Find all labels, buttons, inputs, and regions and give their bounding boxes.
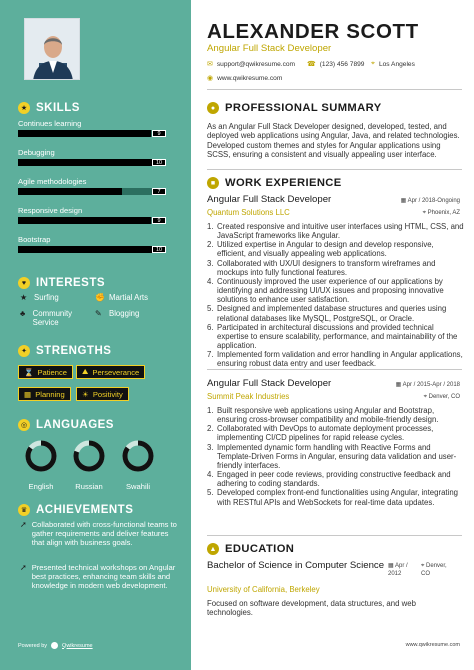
candidate-name: ALEXANDER SCOTT <box>207 20 419 43</box>
sidebar <box>0 0 191 670</box>
divider <box>207 89 462 90</box>
blog-icon: ✎ <box>95 309 102 318</box>
strength-tag: ⛰ Perseverance <box>76 365 145 379</box>
skill-bar-fill <box>18 159 166 166</box>
footer-website[interactable]: www.qwikresume.com <box>405 642 460 648</box>
language-item: English <box>24 439 58 491</box>
list-item: 6. Participated in architectural discussions and provided technical expertise to ensure scalability, performance, and maintainability of the application. <box>207 322 458 351</box>
contact-email[interactable]: ✉ support@qwikresume.com <box>207 60 296 68</box>
list-item: 3. Collaborated with UX/UI designers to transform wireframes and mockups into fully functional features. <box>207 258 436 277</box>
degree-title: Bachelor of Science in Computer Science <box>207 560 385 571</box>
list-item: 7. Implemented form validation and error handling in Angular applications, ensuring robust data entry and user feedback. <box>207 350 463 369</box>
profile-photo <box>24 18 80 80</box>
company-name: Quantum Solutions LLC <box>207 208 290 217</box>
job-title: Angular Full Stack Developer <box>207 378 332 389</box>
main-content <box>191 0 474 670</box>
strengths-heading: ✦ STRENGTHS <box>18 345 111 357</box>
skill-item: Agile methodologies 7 <box>18 177 166 195</box>
list-item: 5. Designed and implemented database structures and queries using relational databases like MySQL, PostgreSQL, or Oracle. <box>207 304 447 323</box>
skill-item: Debugging 10 <box>18 148 166 166</box>
avatar <box>25 19 80 80</box>
divider <box>207 535 462 536</box>
job-location: ⌖ Phoenix, AZ <box>422 210 460 216</box>
languages-heading: ◎ LANGUAGES <box>18 419 114 431</box>
job-bullets <box>207 406 464 507</box>
strength-tag: ☀ Positivity <box>76 387 129 401</box>
community-icon: ♣ <box>20 309 26 318</box>
summary-text: As an Angular Full Stack Developer designed, developed, tested, and deployed web applications using Angular, Java, and related technologies. Developed custom themes and styles for Angular applications using SCSS, ensuring a consistent and visually appealing user interface. <box>207 122 460 159</box>
strength-tag: ⌛ Patience <box>18 365 73 379</box>
job-bullets <box>207 222 464 369</box>
calendar-icon: ▦ <box>400 198 408 204</box>
skill-bar: 10 <box>18 159 166 166</box>
pin-icon: ⌖ <box>421 563 427 569</box>
sun-icon: ☀ <box>82 389 89 399</box>
school-name: University of California, Berkeley <box>207 585 320 594</box>
list-item: 4. Continuously improved the user experience of our applications by identifying and addressing UI/UX issues and proposing innovative solutions to enhance user satisfaction. <box>207 276 444 305</box>
candidate-role: Angular Full Stack Developer <box>207 43 332 54</box>
job-title: Angular Full Stack Developer <box>207 194 332 205</box>
skills-heading: ★ SKILLS <box>18 102 80 114</box>
language-item: Swahili <box>121 439 155 491</box>
skills-icon: ★ <box>18 102 30 114</box>
education-date: ▦ Apr / 2012 <box>388 563 408 577</box>
powered-by: Powered by Qwikresume <box>18 642 93 649</box>
interests-heading: ♥ INTERESTS <box>18 277 105 289</box>
skill-bar: 9 <box>18 217 166 224</box>
language-ring <box>121 439 155 473</box>
star-icon: ★ <box>20 293 28 302</box>
trophy-icon: ♛ <box>18 504 30 516</box>
skill-bar: 10 <box>18 246 166 253</box>
phone-icon: ☎ <box>307 61 316 68</box>
language-item: Russian <box>72 439 106 491</box>
skill-item: Bootstrap 10 <box>18 235 166 253</box>
interest-item: ✎ Blogging <box>95 309 140 318</box>
divider <box>207 369 462 370</box>
hourglass-icon: ⌛ <box>24 367 34 377</box>
martial-arts-icon: ✊ <box>95 293 105 302</box>
languages-icon: ◎ <box>18 419 30 431</box>
job-date: ▦ Apr / 2015-Apr / 2018 <box>395 382 460 388</box>
interest-item: ★ Surfing <box>20 293 59 302</box>
qwikresume-logo-icon <box>51 642 58 649</box>
skill-bar: 9 <box>18 130 166 137</box>
rocket-icon: ➚ <box>20 563 27 572</box>
language-ring <box>72 439 106 473</box>
list-item: 3. Implemented dynamic form handling with Reactive Forms and Template-Driven Forms in Angular, ensuring data validation and user-friendly interfaces. <box>207 442 457 470</box>
skill-bar: 7 <box>18 188 166 195</box>
briefcase-icon: ■ <box>207 177 219 189</box>
calendar-icon: ▦ <box>24 389 32 399</box>
location-icon: ⌖ <box>371 60 375 67</box>
education-description: Focused on software development, data structures, and web technologies. <box>207 599 416 618</box>
education-heading: ▲ EDUCATION <box>207 543 294 555</box>
skill-item: Responsive design 9 <box>18 206 166 224</box>
skill-bar-fill <box>18 217 151 224</box>
list-item: 5. Developed complex front-end functionalities using Angular, integrating with RESTful APIs and WebSockets for real-time data updates. <box>207 488 458 507</box>
summary-heading: ● PROFESSIONAL SUMMARY <box>207 102 382 114</box>
strengths-icon: ✦ <box>18 345 30 357</box>
experience-heading: ■ WORK EXPERIENCE <box>207 177 342 189</box>
graduation-cap-icon: ▲ <box>207 543 219 555</box>
list-item: 2. Utilized expertise in Angular to design and develop responsive, efficient, and visually appealing web applications. <box>207 240 434 259</box>
education-location: ⌖ Denver, CO <box>421 563 447 577</box>
calendar-icon: ▦ <box>388 563 396 569</box>
divider <box>207 169 462 170</box>
pin-icon: ⌖ <box>422 210 428 216</box>
list-item: 2. Collaborated with DevOps to automate deployment processes, implementing CI/CD pipelines for rapid release cycles. <box>207 424 434 443</box>
list-item: 1. Built responsive web applications using Angular and Bootstrap, ensuring cross-browser compatibility and mobile-friendly design. <box>207 406 439 425</box>
skill-item: Continues learning 9 <box>18 119 166 137</box>
language-ring <box>24 439 58 473</box>
skill-bar-fill <box>18 246 166 253</box>
email-icon: ✉ <box>207 61 213 68</box>
road-icon: ⛰ <box>82 367 89 376</box>
contact-website[interactable]: ◉ www.qwikresume.com <box>207 74 283 82</box>
list-item: 4. Engaged in peer code reviews, providing constructive feedback and adhering to coding standards. <box>207 470 451 489</box>
achievement-item: ➚ Presented technical workshops on Angular best practices, enhancing team skills and knowledge in modern web development. <box>20 563 176 591</box>
interest-item: ✊ Martial Arts <box>95 293 148 302</box>
contact-location: ⌖ Los Angeles <box>371 60 415 68</box>
achievements-heading: ♛ ACHIEVEMENTS <box>18 504 133 516</box>
company-name: Summit Peak Industries <box>207 392 290 401</box>
calendar-icon: ▦ <box>395 382 403 388</box>
contact-phone[interactable]: ☎ (123) 456 7899 <box>307 60 365 68</box>
rocket-icon: ➚ <box>20 520 27 529</box>
strength-tag: ▦ Planning <box>18 387 71 401</box>
interest-item: ♣ Community Service <box>20 309 73 327</box>
list-item: 1. Created responsive and intuitive user interfaces using HTML, CSS, and JavaScript frameworks like Angular. <box>207 222 464 241</box>
skill-bar-fill <box>18 188 122 195</box>
achievement-item: ➚ Collaborated with cross-functional teams to gather requirements and deliver features that align with business goals. <box>20 520 177 548</box>
pin-icon: ⌖ <box>423 394 429 400</box>
job-date: ▦ Apr / 2018-Ongoing <box>400 198 460 204</box>
user-icon: ● <box>207 102 219 114</box>
job-location: ⌖ Denver, CO <box>423 394 460 400</box>
globe-icon: ◉ <box>207 75 214 82</box>
interests-icon: ♥ <box>18 277 30 289</box>
skill-bar-fill <box>18 130 151 137</box>
